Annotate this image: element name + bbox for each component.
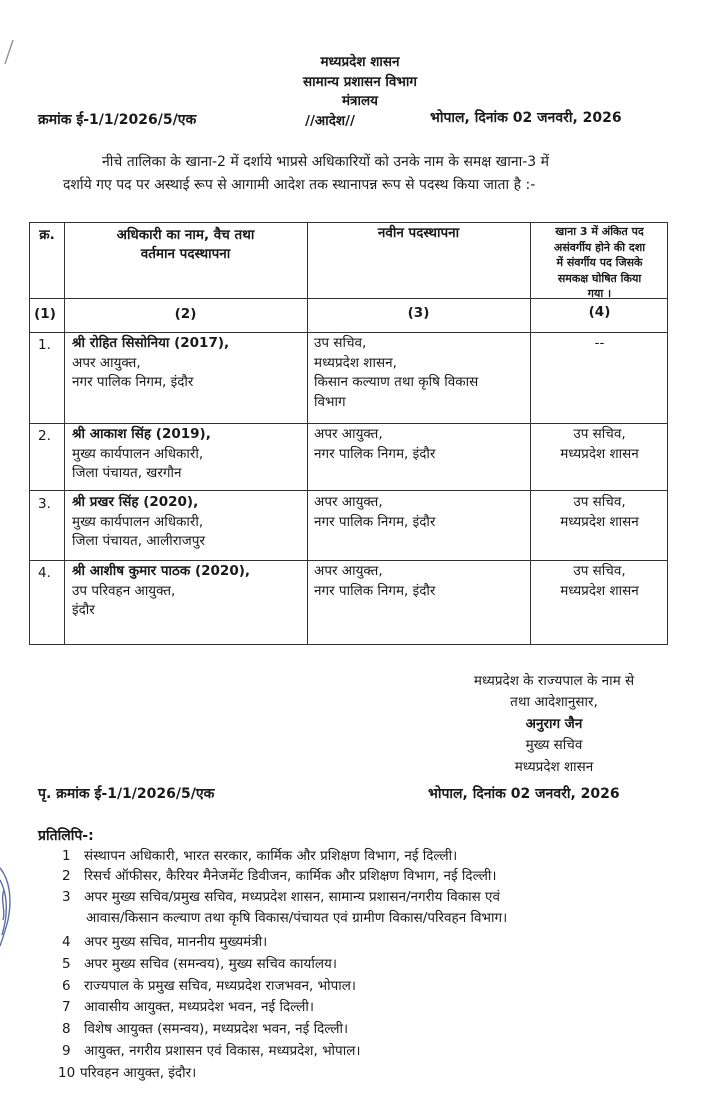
column-divider xyxy=(307,223,308,644)
copy-text-continuation: आवास/किसान कल्याण तथा कृषि विकास/पंचायत एवं ग्रामीण विकास/परिवहन विभाग। xyxy=(86,910,508,926)
endorsement-number: पृ. क्रमांक ई-1/1/2026/5/एक xyxy=(38,786,215,802)
new-posting-line: अपर आयुक्त, xyxy=(314,494,383,510)
equivalent-line: मध्यप्रदेश शासन xyxy=(560,445,639,462)
copy-number: 4 xyxy=(62,934,71,950)
signature-authority-line: मध्यप्रदेश के राज्यपाल के नाम से xyxy=(473,673,635,689)
new-posting-line: नगर पालिक निगम, इंदौर xyxy=(314,445,436,462)
copy-item xyxy=(62,887,500,907)
header-officer-line: वर्तमान पदस्थापना xyxy=(140,246,231,262)
copy-number: 8 xyxy=(62,1021,71,1037)
header-officer-line: अधिकारी का नाम, वैच तथा xyxy=(116,227,255,243)
copy-text: अपर मुख्य सचिव/प्रमुख सचिव, मध्यप्रदेश शासन, सामान्य प्रशासन/नगरीय विकास एवं xyxy=(84,889,500,905)
header-equivalent-line: असंवर्गीय होने की दशा xyxy=(553,240,646,254)
header-officer xyxy=(64,226,307,264)
intro-line-1: नीचे तालिका के खाना-2 में दर्शाये भाप्रसे अधिकारियों को उनके नाम के समक्ष खाना-3 में xyxy=(102,154,550,170)
posting-table xyxy=(29,222,668,645)
header-equivalent-line: गया । xyxy=(587,287,612,300)
header-equivalent xyxy=(530,224,669,302)
officer-cell xyxy=(72,562,250,621)
header-ministry: मंत्रालय xyxy=(341,93,378,109)
current-posting-line: इंदौर xyxy=(72,602,95,618)
current-posting-line: नगर पालिक निगम, इंदौर xyxy=(72,374,194,390)
equivalent-line: उप सचिव, xyxy=(573,426,626,442)
officer-cell xyxy=(72,334,229,393)
current-posting-line: मुख्य कार्यपालन अधिकारी, xyxy=(72,513,204,530)
copy-number: 3 xyxy=(62,889,71,905)
copies-title: प्रतिलिपि-: xyxy=(38,828,94,844)
current-posting-line: जिला पंचायत, आलीराजपुर xyxy=(72,533,205,549)
equivalent-line: -- xyxy=(594,335,605,351)
signature-order-line: तथा आदेशानुसार, xyxy=(510,694,598,710)
current-posting-line: मुख्य कार्यपालन अधिकारी, xyxy=(72,445,204,462)
col-number: (3) xyxy=(407,305,430,321)
officer-name: श्री प्रखर सिंह (2020), xyxy=(72,494,199,510)
equivalent-line: मध्यप्रदेश शासन xyxy=(560,513,639,530)
copy-item xyxy=(62,997,314,1017)
intro-line-2: दर्शाये गए पद पर अस्थाई रूप से आगामी आदेश तक स्थानापन्न रूप से पदस्थ किया जाता है :- xyxy=(63,177,536,193)
new-posting-cell xyxy=(314,562,435,601)
copy-text: आवासीय आयुक्त, मध्यप्रदेश भवन, नई दिल्ली। xyxy=(84,999,314,1015)
officer-cell xyxy=(72,493,205,552)
copy-number: 9 xyxy=(62,1043,71,1059)
new-posting-line: मध्यप्रदेश शासन, xyxy=(314,354,397,371)
new-posting-cell xyxy=(314,334,478,412)
copy-text: परिवहन आयुक्त, इंदौर। xyxy=(80,1065,197,1081)
header-government: मध्यप्रदेश शासन xyxy=(320,54,400,70)
equivalent-line: उप सचिव, xyxy=(573,563,626,579)
copy-text: आयुक्त, नगरीय प्रशासन एवं विकास, मध्यप्रदेश, भोपाल। xyxy=(84,1043,361,1059)
copy-text: रिसर्च ऑफीसर, कैरियर मैनेजमेंट डिवीजन, कार्मिक और प्रशिक्षण विभाग, नई दिल्ली। xyxy=(84,868,497,884)
current-posting-line: अपर आयुक्त, xyxy=(72,354,141,371)
copy-item xyxy=(62,846,457,866)
row-divider xyxy=(30,490,667,491)
copy-item xyxy=(62,866,496,886)
officer-name: श्री आकाश सिंह (2019), xyxy=(72,426,211,442)
signatory-designation: मुख्य सचिव xyxy=(525,737,583,753)
new-posting-cell xyxy=(314,425,435,464)
col-number: (1) xyxy=(34,306,56,322)
new-posting-line: किसान कल्याण तथा कृषि विकास xyxy=(314,374,479,390)
current-posting-line: जिला पंचायत, खरगौन xyxy=(72,465,182,481)
order-number: क्रमांक ई-1/1/2026/5/एक xyxy=(38,112,197,128)
signatory-name: अनुराग जैन xyxy=(525,716,583,732)
row-sno: 1. xyxy=(38,337,51,353)
header-new-posting: नवीन पदस्थापना xyxy=(377,225,460,241)
header-order: //आदेश// xyxy=(305,113,355,129)
copy-number: 1 xyxy=(62,848,71,864)
header-equivalent-line: में संवर्गीय पद जिसके xyxy=(556,256,643,269)
copy-item xyxy=(62,1041,361,1061)
header-equivalent-line: समकक्ष घोषित किया xyxy=(557,271,642,285)
col-number: (2) xyxy=(174,306,197,322)
officer-name: श्री आशीष कुमार पाठक (2020), xyxy=(72,563,251,579)
row-divider xyxy=(30,560,667,561)
equivalent-cell xyxy=(530,425,669,464)
copy-item xyxy=(62,932,267,952)
new-posting-cell xyxy=(314,493,435,532)
current-posting-line: उप परिवहन आयुक्त, xyxy=(72,582,176,599)
row-sno: 2. xyxy=(38,428,51,444)
row-divider xyxy=(30,423,667,424)
stamp-edge-mark xyxy=(0,860,14,950)
copy-text: अपर मुख्य सचिव (समन्वय), मुख्य सचिव कार्यालय। xyxy=(84,956,337,972)
equivalent-cell xyxy=(530,562,669,601)
copy-text: अपर मुख्य सचिव, माननीय मुख्यमंत्री। xyxy=(84,934,268,950)
row-divider xyxy=(30,332,667,333)
header-equivalent-line: खाना 3 में अंकित पद xyxy=(555,225,644,238)
copy-item xyxy=(62,954,337,974)
copy-number: 2 xyxy=(62,868,71,884)
new-posting-line: उप सचिव, xyxy=(314,335,367,351)
order-date: भोपाल, दिनांक 02 जनवरी, 2026 xyxy=(430,110,622,126)
equivalent-cell xyxy=(530,493,669,532)
copy-number: 6 xyxy=(62,978,71,994)
endorsement-date: भोपाल, दिनांक 02 जनवरी, 2026 xyxy=(428,786,620,802)
copy-item xyxy=(58,1063,196,1083)
copy-text: राज्यपाल के प्रमुख सचिव, मध्यप्रदेश राजभवन, भोपाल। xyxy=(84,978,357,994)
copy-number: 5 xyxy=(62,956,71,972)
new-posting-line: नगर पालिक निगम, इंदौर xyxy=(314,513,436,530)
copy-number: 7 xyxy=(62,999,71,1015)
copy-item xyxy=(62,1019,348,1039)
row-sno: 4. xyxy=(38,565,51,581)
equivalent-line: उप सचिव, xyxy=(573,494,626,510)
equivalent-line: मध्यप्रदेश शासन xyxy=(560,582,639,599)
copy-item xyxy=(62,976,356,996)
copy-number: 10 xyxy=(58,1065,76,1081)
column-divider xyxy=(64,223,65,644)
officer-name: श्री रोहित सिसोनिया (2017), xyxy=(72,335,230,351)
new-posting-line: विभाग xyxy=(314,393,346,410)
signatory-office: मध्यप्रदेश शासन xyxy=(514,759,594,775)
header-department: सामान्य प्रशासन विभाग xyxy=(303,74,417,90)
new-posting-line: अपर आयुक्त, xyxy=(314,563,383,579)
equivalent-cell xyxy=(530,334,669,354)
new-posting-line: अपर आयुक्त, xyxy=(314,426,383,442)
copy-text: विशेष आयुक्त (समन्वय), मध्यप्रदेश भवन, नई दिल्ली। xyxy=(84,1021,349,1037)
header-sno: क्र. xyxy=(39,227,55,243)
row-sno: 3. xyxy=(38,496,51,512)
col-number: (4) xyxy=(588,304,611,320)
officer-cell xyxy=(72,425,211,484)
new-posting-line: नगर पालिक निगम, इंदौर xyxy=(314,582,436,599)
copy-text: संस्थापन अधिकारी, भारत सरकार, कार्मिक और प्रशिक्षण विभाग, नई दिल्ली। xyxy=(84,848,458,864)
